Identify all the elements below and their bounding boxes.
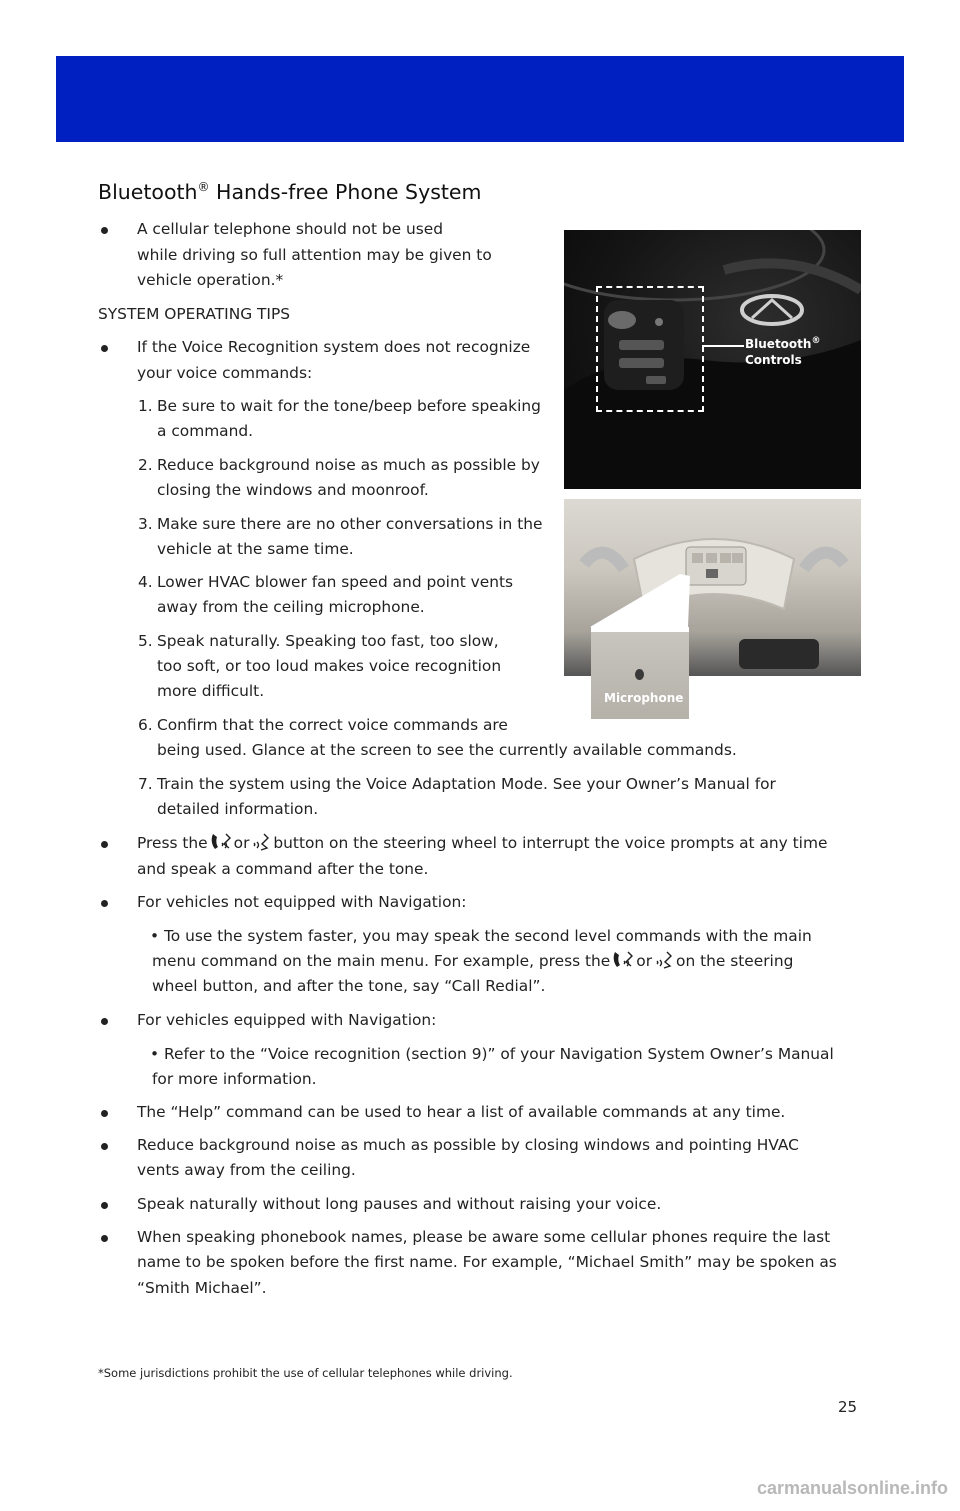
inset-border: [591, 627, 689, 632]
no-nav-line: wheel button, and after the tone, say “Call Redial”.: [152, 977, 546, 995]
with-nav-line: • Refer to the “Voice recognition (section 9)” of your Navigation System Owner’s Manual: [150, 1045, 834, 1063]
phone-voice-icon: [612, 950, 634, 970]
with-nav-heading: For vehicles equipped with Navigation:: [137, 1011, 437, 1029]
no-nav-line: menu command on the main menu. For example, press the or on the steering: [152, 952, 794, 970]
bullet-dot: [101, 227, 108, 234]
step-number: 5.: [138, 632, 153, 650]
microphone-inset: [591, 627, 689, 719]
tip-line: When speaking phonebook names, please be aware some cellular phones require the last: [137, 1228, 831, 1246]
no-nav-line: • To use the system faster, you may speak the second level commands with the main: [150, 927, 812, 945]
intro-line: vehicle operation.*: [137, 271, 284, 289]
microphone-hole: [635, 669, 644, 680]
intro-line: while driving so full attention may be given to: [137, 246, 492, 264]
step-number: 1.: [138, 397, 153, 415]
phone-voice-icon: [210, 832, 232, 852]
step-line: Speak naturally. Speaking too fast, too slow,: [157, 632, 499, 650]
microphone-callout-connector: [590, 574, 700, 630]
tip-line: “Smith Michael”.: [137, 1279, 267, 1297]
bullet-dot: [101, 841, 108, 848]
bluetooth-controls-label: Bluetooth® Controls: [745, 336, 821, 367]
step-number: 6.: [138, 716, 153, 734]
bullet-dot: [101, 900, 108, 907]
step-number: 2.: [138, 456, 153, 474]
tip-line: The “Help” command can be used to hear a list of available commands at any time.: [137, 1103, 786, 1121]
tip-line: Speak naturally without long pauses and without raising your voice.: [137, 1195, 662, 1213]
tip-line: name to be spoken before the first name. For example, “Michael Smith” may be spoken as: [137, 1253, 837, 1271]
bullet-dot: [101, 1110, 108, 1117]
step-line: more difficult.: [157, 682, 265, 700]
voice-icon: [251, 832, 271, 852]
bullet-dot: [101, 1235, 108, 1242]
tip-line: Reduce background noise as much as possible by closing windows and pointing HVAC: [137, 1136, 799, 1154]
step-line: Lower HVAC blower fan speed and point vents: [157, 573, 514, 591]
step-line: Confirm that the correct voice commands are: [157, 716, 508, 734]
step-line: closing the windows and moonroof.: [157, 481, 429, 499]
no-nav-heading: For vehicles not equipped with Navigation:: [137, 893, 467, 911]
step-line: Train the system using the Voice Adaptation Mode. See your Owner’s Manual for: [157, 775, 776, 793]
step-line: Be sure to wait for the tone/beep before speaking: [157, 397, 541, 415]
tip-line: vents away from the ceiling.: [137, 1161, 356, 1179]
step-number: 7.: [138, 775, 153, 793]
header-band: [56, 56, 904, 142]
bullet-dot: [101, 1143, 108, 1150]
bullet-dot: [101, 1018, 108, 1025]
microphone-label: Microphone: [604, 691, 684, 705]
step-line: away from the ceiling microphone.: [157, 598, 425, 616]
page-title: Bluetooth® Hands-free Phone System: [98, 180, 482, 204]
step-number: 4.: [138, 573, 153, 591]
controls-highlight-box: [596, 286, 704, 412]
press-line: and speak a command after the tone.: [137, 860, 429, 878]
step-line: vehicle at the same time.: [157, 540, 354, 558]
intro-line: A cellular telephone should not be used: [137, 220, 444, 238]
step-line: a command.: [157, 422, 254, 440]
press-line: Press the or button on the steering wheel to interrupt the voice prompts at any time: [137, 834, 828, 852]
step-line: detailed information.: [157, 800, 319, 818]
footnote: *Some jurisdictions prohibit the use of cellular telephones while driving.: [98, 1366, 513, 1380]
recognition-line: If the Voice Recognition system does not recognize: [137, 338, 531, 356]
callout-line: [702, 345, 744, 347]
step-line: Make sure there are no other conversations in the: [157, 515, 543, 533]
voice-icon: [654, 950, 674, 970]
page-number: 25: [838, 1398, 858, 1416]
steering-wheel-photo: [564, 230, 861, 489]
tips-heading: SYSTEM OPERATING TIPS: [98, 305, 291, 323]
step-line: too soft, or too loud makes voice recognition: [157, 657, 502, 675]
bullet-dot: [101, 1202, 108, 1209]
watermark: carmanualsonline.info: [756, 1478, 948, 1498]
step-line: Reduce background noise as much as possible by: [157, 456, 540, 474]
step-number: 3.: [138, 515, 153, 533]
step-line: being used. Glance at the screen to see the currently available commands.: [157, 741, 737, 759]
bullet-dot: [101, 345, 108, 352]
with-nav-line: for more information.: [152, 1070, 317, 1088]
recognition-line: your voice commands:: [137, 364, 313, 382]
